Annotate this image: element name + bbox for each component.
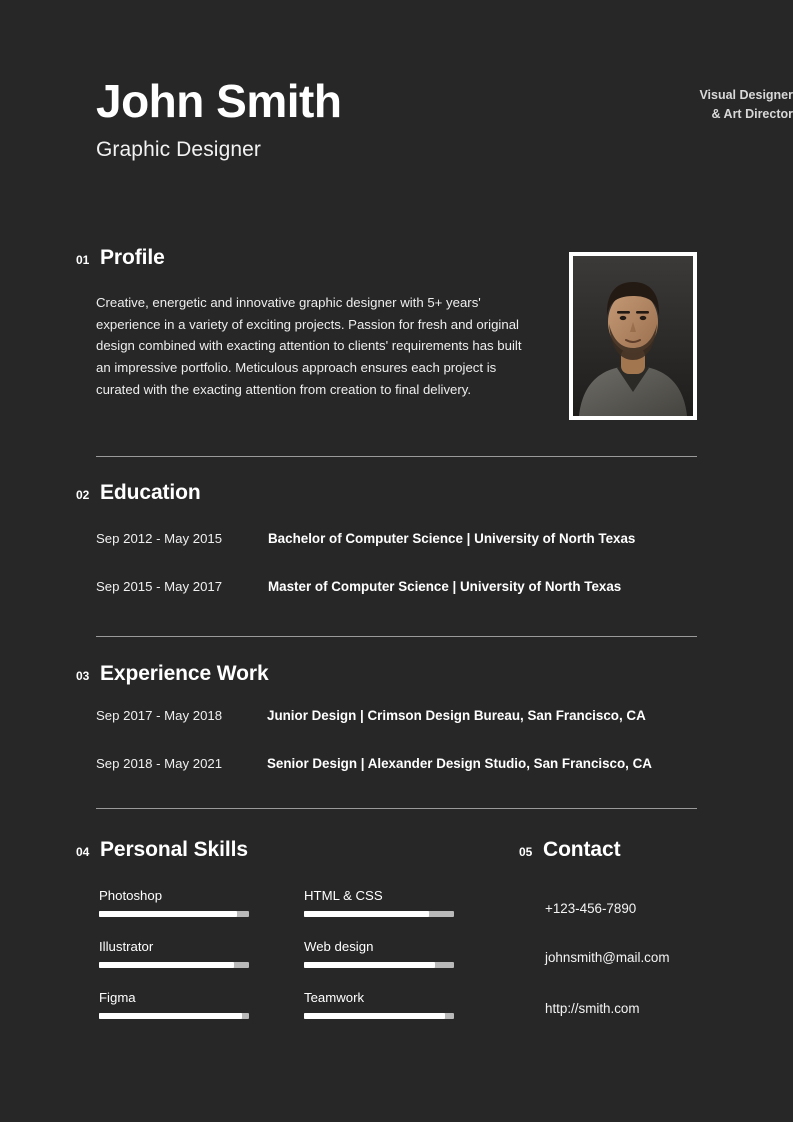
- entry-description: Bachelor of Computer Science | University of North Texas: [268, 531, 636, 546]
- section-heading-profile: [76, 247, 165, 268]
- section-number: 05: [519, 845, 533, 859]
- header-tagline: [563, 86, 793, 125]
- divider-1: [96, 456, 697, 457]
- skill-item: [99, 888, 249, 917]
- skill-progress-fill: [304, 911, 429, 917]
- skill-label: Illustrator: [99, 939, 154, 954]
- skill-label: Web design: [304, 939, 374, 954]
- divider-2: [96, 636, 697, 637]
- section-number: 04: [76, 845, 90, 859]
- section-number: 02: [76, 488, 90, 502]
- section-heading-education: [76, 482, 201, 503]
- entry-date: Sep 2015 - May 2017: [96, 579, 223, 594]
- page-title: John Smith: [96, 75, 342, 127]
- skill-progress-fill: [99, 1013, 242, 1019]
- avatar: [569, 252, 697, 420]
- section-number: 03: [76, 669, 90, 683]
- job-role: Graphic Designer: [96, 138, 262, 161]
- skill-progress-fill: [304, 962, 435, 968]
- skill-label: HTML & CSS: [304, 888, 383, 903]
- entry-description: Junior Design | Crimson Design Bureau, San Francisco, CA: [267, 708, 646, 723]
- divider-3: [96, 808, 697, 809]
- entry-description: Master of Computer Science | University of North Texas: [268, 579, 622, 594]
- skill-item: [304, 990, 454, 1019]
- skill-progress-bar: [99, 962, 249, 968]
- section-heading-skills: [76, 839, 248, 860]
- entry-date: Sep 2012 - May 2015: [96, 531, 223, 546]
- section-heading-contact: [519, 839, 620, 860]
- skill-label: Teamwork: [304, 990, 365, 1005]
- contact-email[interactable]: johnsmith@mail.com: [545, 950, 670, 965]
- table-row: [96, 579, 621, 594]
- entry-date: Sep 2018 - May 2021: [96, 756, 223, 771]
- section-title: Experience Work: [100, 662, 269, 685]
- skill-progress-fill: [99, 911, 237, 917]
- section-title: Personal Skills: [100, 838, 248, 861]
- table-row: [96, 531, 635, 546]
- skill-label: Photoshop: [99, 888, 163, 903]
- skill-item: [99, 939, 249, 968]
- skill-progress-bar: [304, 962, 454, 968]
- skill-item: [99, 990, 249, 1019]
- skill-progress-bar: [304, 1013, 454, 1019]
- contact-phone[interactable]: +123-456-7890: [545, 901, 637, 916]
- skill-progress-fill: [99, 962, 234, 968]
- skill-progress-bar: [304, 911, 454, 917]
- skill-progress-bar: [99, 1013, 249, 1019]
- table-row: [96, 756, 652, 771]
- profile-text: Creative, energetic and innovative graphic designer with 5+ years' experience in a variety of exciting projects. Passion for fresh and original design combined with exacting attention to clients' requirements has built an impressive portfolio. Meticulous approach ensures each project is curated with the exacting attention from creation to final delivery.: [96, 295, 522, 397]
- entry-description: Senior Design | Alexander Design Studio, San Francisco, CA: [267, 756, 652, 771]
- section-title: Contact: [543, 838, 621, 861]
- skill-progress-fill: [304, 1013, 445, 1019]
- skill-label: Figma: [99, 990, 136, 1005]
- section-title: Education: [100, 481, 201, 504]
- skill-item: [304, 939, 454, 968]
- tagline-line-1: Visual Designer: [699, 88, 793, 102]
- tagline-line-2: & Art Director: [711, 107, 793, 122]
- section-title: Profile: [100, 246, 165, 269]
- section-heading-experience: [76, 663, 269, 684]
- skill-item: [304, 888, 454, 917]
- section-number: 01: [76, 253, 90, 267]
- skill-progress-bar: [99, 911, 249, 917]
- portrait-photo: [573, 256, 693, 416]
- entry-date: Sep 2017 - May 2018: [96, 708, 223, 723]
- table-row: [96, 708, 646, 723]
- contact-website[interactable]: http://smith.com: [545, 1001, 640, 1016]
